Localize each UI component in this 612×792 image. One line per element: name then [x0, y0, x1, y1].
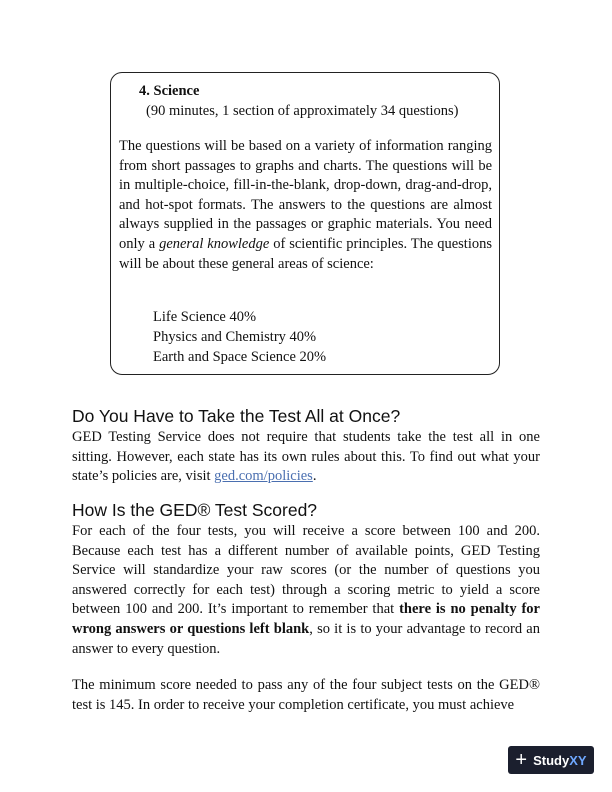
brand-study: Study [533, 752, 570, 768]
paragraph-take-test-at-once [72, 428, 540, 487]
heading-test-scored: How Is the GED® Test Scored? [72, 500, 318, 520]
heading-take-test-at-once: Do You Have to Take the Test All at Once? [72, 406, 401, 426]
science-area-item: Earth and Space Science 20% [153, 349, 327, 365]
ged-policies-link[interactable]: ged.com/policies [214, 468, 313, 485]
studyxy-badge[interactable] [508, 746, 594, 774]
scoring-part2: , so it is to your advantage to record an answer to every question. [72, 620, 540, 657]
science-desc-emphasis: general knowledge [159, 235, 270, 252]
science-area-item: Life Science 40% [153, 309, 257, 325]
science-info-box [110, 72, 500, 375]
plus-icon: + [515, 749, 528, 771]
scoring-bold: there is no penalty for wrong answers or questions left blank [72, 601, 540, 637]
science-area-item: Physics and Chemistry 40% [153, 329, 317, 345]
once-text-end: . [312, 468, 317, 485]
paragraph-minimum-score: The minimum score needed to pass any of the four subject tests on the GED® test is 145. In order to receive your completion certificate, you must achieve [72, 677, 540, 713]
brand-xy: XY [569, 752, 587, 768]
once-text: GED Testing Service does not require that students take the test all in one sitting. However, each state has its own rules about this. To find out what your state’s policies are, visit [72, 429, 540, 485]
science-areas-list [153, 307, 326, 367]
paragraph-scoring [72, 522, 540, 659]
science-title: 4. Science [139, 83, 200, 99]
science-desc-part2: of scientific principles. The questions will be about these general areas of science: [119, 235, 492, 272]
science-subtitle: (90 minutes, 1 section of approximately 34 questions) [146, 103, 459, 119]
scoring-part1: For each of the four tests, you will receive a score between 100 and 200. Because each test has a different number of available points, GED Testing Service will standardize your raw scores (or the number of questions you answered correctly for each test) through a scoring metric to yield a score between 100 and 200. It’s important to remember that [72, 523, 540, 618]
science-desc-part1: The questions will be based on a variety of information ranging from short passages to graphs and charts. The questions will be in multiple-choice, fill-in-the-blank, drop-down, drag-and-drop, and hot-spot formats. The answers to the questions are almost always supplied in the passages or graphic materials. You need only a [119, 138, 492, 252]
science-description [119, 137, 492, 274]
